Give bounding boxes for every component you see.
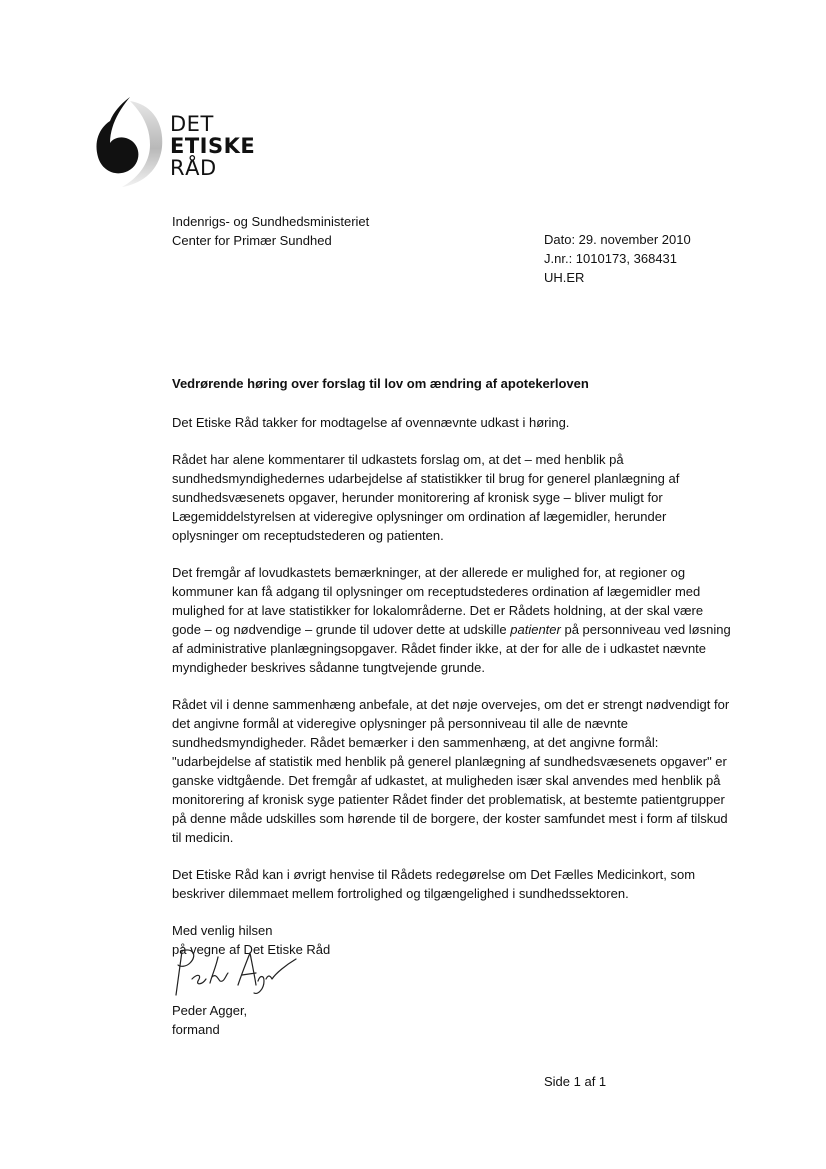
paragraph-5: Det Etiske Råd kan i øvrigt henvise til Rådets redegørelse om Det Fælles Medicinkort, som beskriver dilemmaet mellem fortrolighed og tilgængelighed i sundhedssektoren. [172, 867, 696, 901]
letter-date: Dato: 29. november 2010 [544, 232, 691, 247]
signer-title: formand [172, 1022, 220, 1037]
letter-meta [544, 230, 691, 287]
paragraph-3-part-a: Det fremgår af lovudkastets bemærkninger, at der allerede er mulighed for, at regioner og kommuner kan få adgang til oplysninger om receptudstederes ordination af lægemidler med mulighed for at lave statistikker for lokalområderne. Det er Rådets holdning, at der skal være gode – og nødvendige – grunde til udover dette at udskille [172, 565, 704, 637]
recipient-line-1: Indenrigs- og Sundhedsministeriet [172, 214, 370, 229]
page-number: Side 1 af 1 [544, 1074, 607, 1089]
det-etiske-raad-logo-icon [92, 95, 167, 190]
recipient-line-2: Center for Primær Sundhed [172, 233, 332, 248]
paragraph-3-emphasis: patienter [510, 622, 561, 637]
paragraph-2: Rådet har alene kommentarer til udkastets forslag om, at det – med henblik på sundhedsmyndighedernes udarbejdelse af statistikker til brug for generel planlægning af sundhedsvæsenets opgaver, herunder monitorering af kronisk syge – bliver muligt for Lægemiddelstyrelsen at videregive oplysninger om ordination af lægemidler, herunder oplysninger om receptudstederen og patienten. [172, 452, 680, 543]
subject-line: Vedrørende høring over forslag til lov om ændring af apotekerloven [172, 376, 589, 391]
signer-name: Peder Agger, [172, 1003, 248, 1018]
logo-line-raad: RÅD [170, 156, 217, 180]
logo-wordmark [170, 113, 255, 179]
logo-line-det: DET [170, 112, 214, 136]
signer-block [172, 1001, 247, 1039]
handwritten-signature [168, 945, 303, 997]
journal-number: J.nr.: 1010173, 368431 [544, 251, 678, 266]
recipient-address [172, 212, 369, 250]
paragraph-3 [172, 563, 732, 677]
initials: UH.ER [544, 270, 585, 285]
logo-line-etiske: ETISKE [170, 134, 256, 158]
closing-line-1: Med venlig hilsen [172, 923, 273, 938]
paragraph-1: Det Etiske Råd takker for modtagelse af ovennævnte udkast i høring. [172, 415, 570, 430]
logo [92, 95, 262, 190]
closing-line-2: på vegne af Det Etiske Råd [172, 942, 331, 957]
paragraph-4: Rådet vil i denne sammenhæng anbefale, at det nøje overvejes, om det er strengt nødvendigt for det angivne formål at videregive oplysninger på personniveau til alle de nævnte sundhedsmyndigheder. Rådet bemærker i den sammenhæng, at det angivne formål: "udarbejdelse af statistik med henblik på generel planlægning af sundhedsvæsenets opgaver" er ganske vidtgående. Det fremgår af udkastet, at muligheden især skal anvendes med henblik på monitorering af kronisk syge patienter Rådet finder det problematisk, at bestemte patientgrupper på denne måde udskilles som hørende til de borgere, der koster samfundet mest i form af tilskud til medicin. [172, 697, 730, 845]
paragraph-3-part-b: på personniveau ved løsning af administrative planlægningsopgaver. Rådet finder ikke, at der for alle de i udkastet nævnte myndigheder beskrives sådanne tungtvejende grunde. [172, 622, 731, 675]
letter-body [172, 413, 732, 959]
